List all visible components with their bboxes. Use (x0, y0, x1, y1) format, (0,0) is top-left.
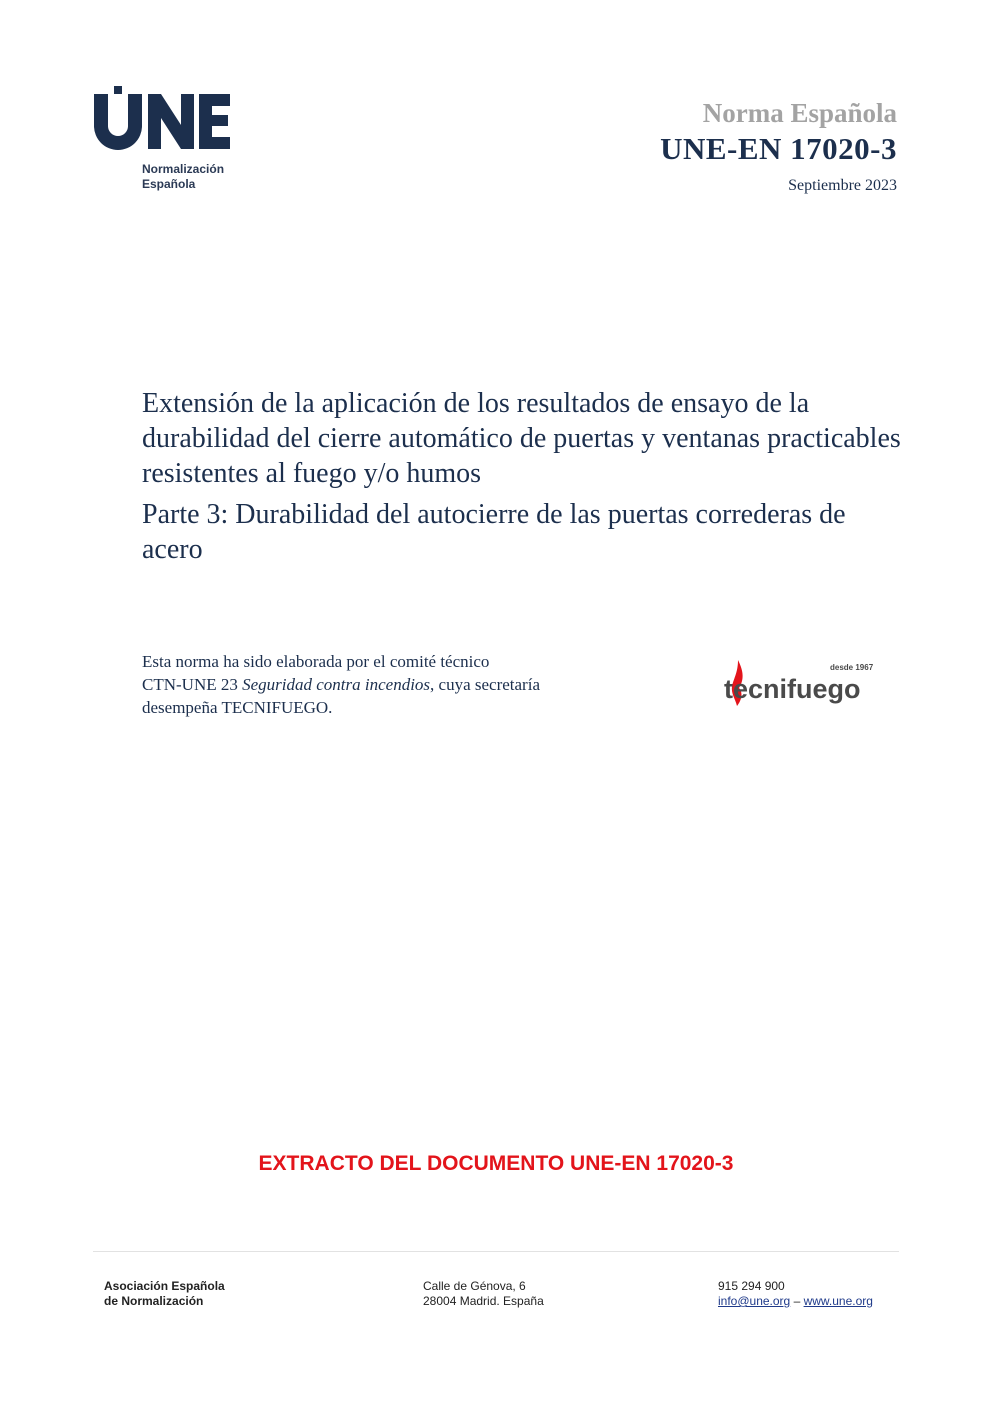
footer-phone: 915 294 900 (718, 1279, 785, 1293)
une-logo-mark (92, 86, 232, 156)
footer-contact (718, 1279, 873, 1309)
committee-line3: desempeña TECNIFUEGO. (142, 698, 333, 717)
standard-date: Septiembre 2023 (788, 177, 897, 194)
committee-code: CTN-UNE 23 (142, 675, 243, 694)
committee-note (142, 650, 642, 719)
extract-notice: EXTRACTO DEL DOCUMENTO UNE-EN 17020-3 (258, 1152, 734, 1175)
website-link[interactable]: www.une.org (803, 1294, 873, 1308)
footer-addr-line2: 28004 Madrid. España (423, 1294, 544, 1308)
document-title (142, 386, 912, 567)
title-main: Extensión de la aplicación de los resultados de ensayo de la durabilidad del cierre automático de puertas y ventanas practicables resistentes al fuego y/o humos (142, 388, 901, 489)
email-link[interactable]: info@une.org (718, 1294, 791, 1308)
tecnifuego-logo-mark (722, 658, 874, 718)
footer-address (423, 1279, 544, 1309)
logo-sub-line2: Española (142, 177, 196, 191)
footer-organization (104, 1279, 225, 1309)
footer-org-line2: de Normalización (104, 1294, 204, 1308)
footer-separator: – (790, 1294, 804, 1308)
une-logo-subtitle (142, 162, 224, 192)
standard-header (660, 96, 897, 195)
standard-code: UNE-EN 17020-3 (660, 131, 897, 166)
committee-name: Seguridad contra incendios (242, 675, 431, 694)
footer-addr-line1: Calle de Génova, 6 (423, 1279, 526, 1293)
title-part: Parte 3: Durabilidad del autocierre de las puertas correderas de acero (142, 499, 846, 565)
committee-line1: Esta norma ha sido elaborada por el comité técnico (142, 652, 490, 671)
tecnifuego-logo (722, 658, 874, 718)
tecnifuego-since: desde 1967 (830, 663, 874, 672)
footer-org-line1: Asociación Española (104, 1279, 225, 1293)
footer-links (718, 1294, 873, 1309)
committee-line2 (142, 673, 642, 696)
standard-kicker: Norma Española (702, 98, 897, 128)
footer-divider (93, 1251, 899, 1252)
tecnifuego-wordmark: tecnifuego (724, 674, 861, 704)
committee-rest: , cuya secretaría (430, 675, 540, 694)
logo-sub-line1: Normalización (142, 162, 225, 176)
